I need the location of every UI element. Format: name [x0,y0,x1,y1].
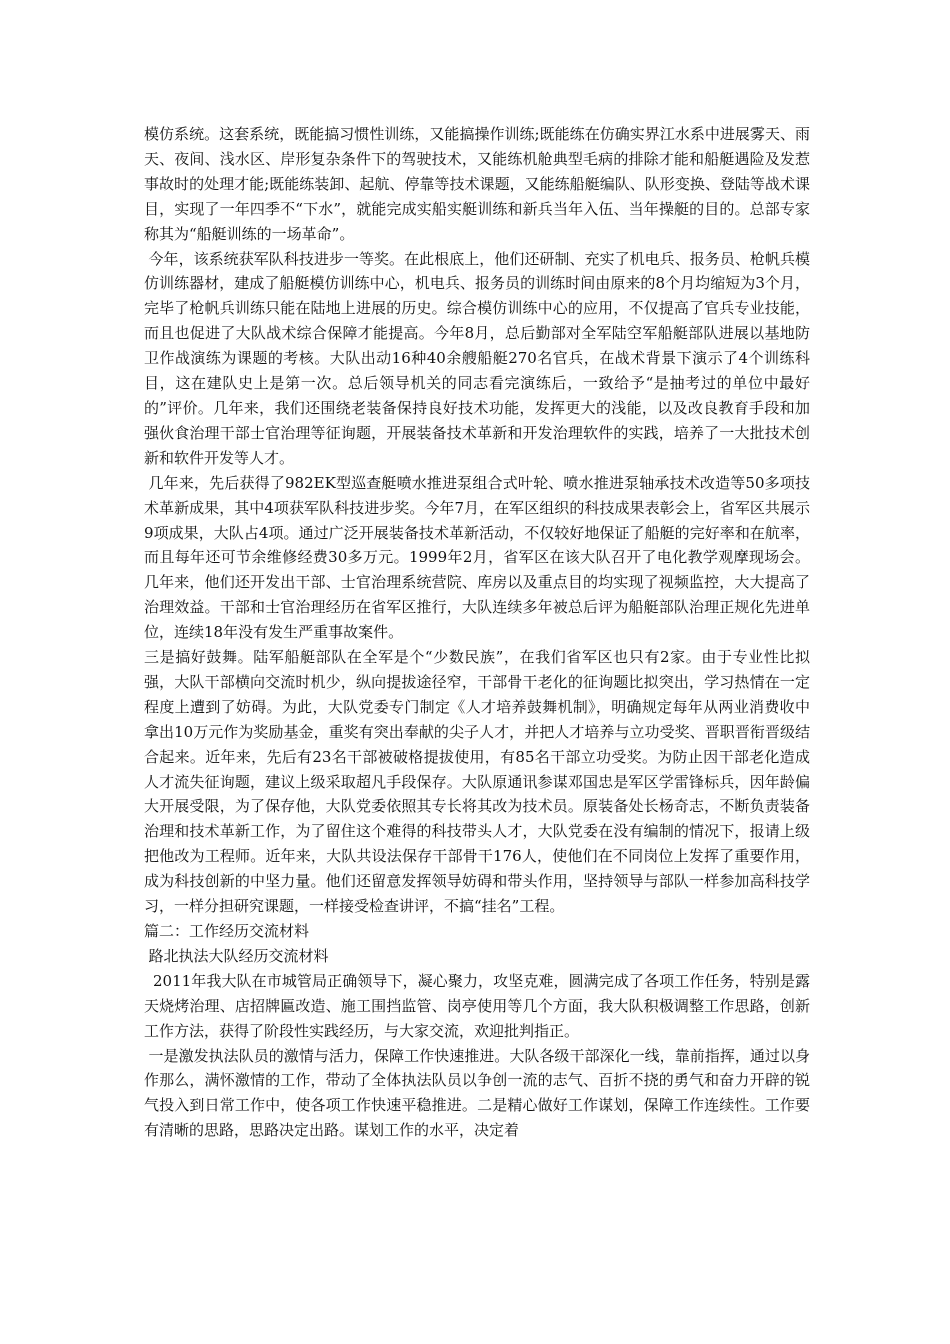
section-heading: 篇二：工作经历交流材料 [144,922,310,940]
paragraph-6: 一是激发执法队员的激情与活力，保障工作快速推进。大队各级干部深化一线，靠前指挥，通过以身作那么，满怀激情的工作，带动了全体执法队员以争创一流的志气、百折不挠的勇气和奋力开辟的锐气投入到日常工作中，使各项工作快速平稳推进。二是精心做好工作谋划，保障工作连续性。工作要有清晰的思路，思路决定出路。谋划工作的水平，决定着 [144,1046,810,1140]
paragraph-1: 模仿系统。这套系统，既能搞习惯性训练，又能搞操作训练;既能练在仿确实界江水系中进展雾天、雨天、夜间、浅水区、岸形复杂条件下的驾驶技术，又能练机舱典型毛病的排除才能和船艇遇险及发惹事故时的处理才能;既能练装卸、起航、停靠等技术课题，又能练船艇编队、队形变换、登陆等战术课目，实现了一年四季不“下水”，就能完成实船实艇训练和新兵当年入伍、当年操艇的目的。总部专家称其为“船艇训练的一场革命”。 [144,125,810,243]
paragraph-4: 三是搞好鼓舞。陆军船艇部队在全军是个“少数民族”，在我们省军区也只有2家。由于专业性比拟强，大队干部横向交流时机少，纵向提拔途径窄，干部骨干老化的征询题比拟突出，学习热情在一定程度上遭到了妨碍。为此，大队党委专门制定《人才培养鼓舞机制》，明确规定每年从两业消费收中拿出10万元作为奖励基金，重奖有突出奉献的尖子人才，并把人才培养与立功受奖、晋职晋衔晋级结合起来。近年来，先后有23名干部被破格提拔使用，有85名干部立功受奖。为防止因干部老化造成人才流失征询题，建议上级采取超凡手段保存。大队原通讯参谋邓国忠是军区学雷锋标兵，因年龄偏大开展受限，为了保存他，大队党委依照其专长将其改为技术员。原装备处长杨奇志，不断负责装备治理和技术革新工作，为了留住这个难得的科技带头人才，大队党委在没有编制的情况下，报请上级把他改为工程师。近年来，大队共设法保存干部骨干176人，使他们在不同岗位上发挥了重要作用，成为科技创新的中坚力量。他们还留意发挥领导妨碍和带头作用，坚持领导与部队一样参加高科技学习，一样分担研究课题，一样接受检查讲评，不搞“挂名”工程。 [144,648,810,916]
paragraph-5: 2011年我大队在市城管局正确领导下，凝心聚力，攻坚克难，圆满完成了各项工作任务，特别是露天烧烤治理、店招牌匾改造、施工围挡监管、岗亭使用等几个方面，我大队积极调整工作思路，创新工作方法，获得了阶段性实践经历，与大家交流，欢迎批判指正。 [144,971,810,1040]
document-title: 路北执法大队经历交流材料 [148,946,329,965]
document-body [144,122,810,1143]
paragraph-3: 几年来，先后获得了982EK型巡查艇喷水推进泵组合式叶轮、喷水推进泵轴承技术改造等50多项技术革新成果，其中4项获军队科技进步奖。今年7月，在军区组织的科技成果表彰会上，省军区共展示9项成果，大队占4项。通过广泛开展装备技术革新活动，不仅较好地保证了船艇的完好率和在航率，而且每年还可节余维修经费30多万元。1999年2月，省军区在该大队召开了电化教学观摩现场会。几年来，他们还开发出干部、士官治理系统营院、库房以及重点目的均实现了视频监控，大大提高了治理效益。干部和士官治理经历在省军区推行，大队连续多年被总后评为船艇部队治理正规化先进单位，连续18年没有发生严重事故案件。 [144,473,810,642]
paragraph-2: 今年，该系统获军队科技进步一等奖。在此根底上，他们还研制、充实了机电兵、报务员、枪帆兵模仿训练器材，建成了船艇模仿训练中心，机电兵、报务员的训练时间由原来的8个月均缩短为3个月，完毕了枪帆兵训练只能在陆地上进展的历史。综合模仿训练中心的应用，不仅提高了官兵专业技能，而且也促进了大队战术综合保障才能提高。今年8月，总后勤部对全军陆空军船艇部队进展以基地防卫作战演练为课题的考核。大队出动16种40余艘船艇270名官兵，在战术背景下演示了4个训练科目，这在建队史上是第一次。总后领导机关的同志看完演练后，一致给予“是抽考过的单位中最好的”评价。几年来，我们还围绕老装备保持良好技术功能，发挥更大的浅能，以及改良教育手段和加强伙食治理干部士官治理等征询题，开展装备技术革新和开发治理软件的实践，培养了一大批技术创新和软件开发等人才。 [144,249,810,467]
